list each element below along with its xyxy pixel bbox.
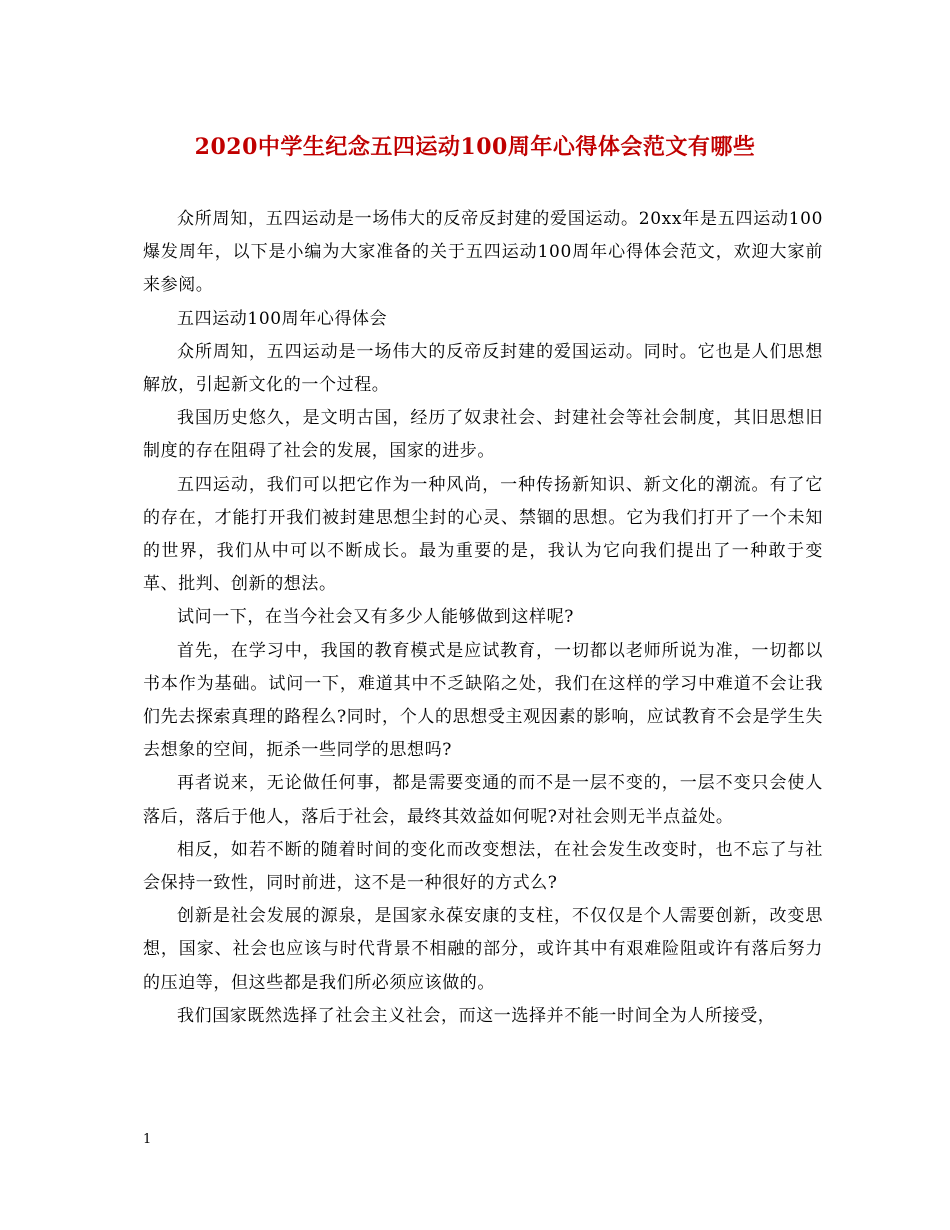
body-paragraph: 创新是社会发展的源泉，是国家永葆安康的支柱，不仅仅是个人需要创新，改变思想，国家、社会也应该与时代背景不相融的部分，或许其中有艰难险阻或许有落后努力的压迫等，但这些都是我们所必须应该做的。 — [143, 906, 823, 993]
document-title: 2020中学生纪念五四运动100周年心得体会范文有哪些 — [194, 134, 756, 160]
body-paragraph: 再者说来，无论做任何事，都是需要变通的而不是一层不变的，一层不变只会使人落后，落后于他人，落后于社会，最终其效益如何呢?对社会则无半点益处。 — [143, 773, 823, 827]
body-paragraph: 众所周知，五四运动是一场伟大的反帝反封建的爱国运动。同时。它也是人们思想解放，引起新文化的一个过程。 — [143, 341, 823, 396]
body-paragraph: 我们国家既然选择了社会主义社会，而这一选择并不能一时间全为人所接受， — [177, 1005, 776, 1026]
body-paragraph: 五四运动，我们可以把它作为一种风尚，一种传扬新知识、新文化的潮流。有了它的存在，才能打开我们被封建思想尘封的心灵、禁锢的思想。它为我们打开了一个未知的世界，我们从中可以不断成长。最为重要的是，我认为它向我们提出了一种敢于变革、批判、创新的想法。 — [143, 474, 823, 595]
document-body — [143, 203, 823, 1033]
body-paragraph: 相反，如若不断的随着时间的变化而改变想法，在社会发生改变时，也不忘了与社会保持一致性，同时前进，这不是一种很好的方式么? — [143, 839, 823, 894]
body-paragraph: 我国历史悠久，是文明古国，经历了奴隶社会、封建社会等社会制度，其旧思想旧制度的存在阻碍了社会的发展，国家的进步。 — [143, 408, 823, 462]
page-number: 1 — [143, 1132, 152, 1147]
section-heading: 五四运动100周年心得体会 — [177, 308, 388, 329]
body-paragraph: 首先，在学习中，我国的教育模式是应试教育，一切都以老师所说为准，一切都以书本作为基础。试问一下，难道其中不乏缺陷之处，我们在这样的学习中难道不会让我们先去探索真理的路程么?同时，个人的思想受主观因素的影响，应试教育不会是学生失去想象的空间，扼杀一些同学的思想吗? — [143, 640, 823, 761]
body-paragraph: 试问一下，在当今社会又有多少人能够做到这样呢? — [177, 607, 574, 628]
body-paragraph: 众所周知，五四运动是一场伟大的反帝反封建的爱国运动。20xx年是五四运动100爆发周年，以下是小编为大家准备的关于五四运动100周年心得体会范文，欢迎大家前来参阅。 — [143, 209, 823, 296]
